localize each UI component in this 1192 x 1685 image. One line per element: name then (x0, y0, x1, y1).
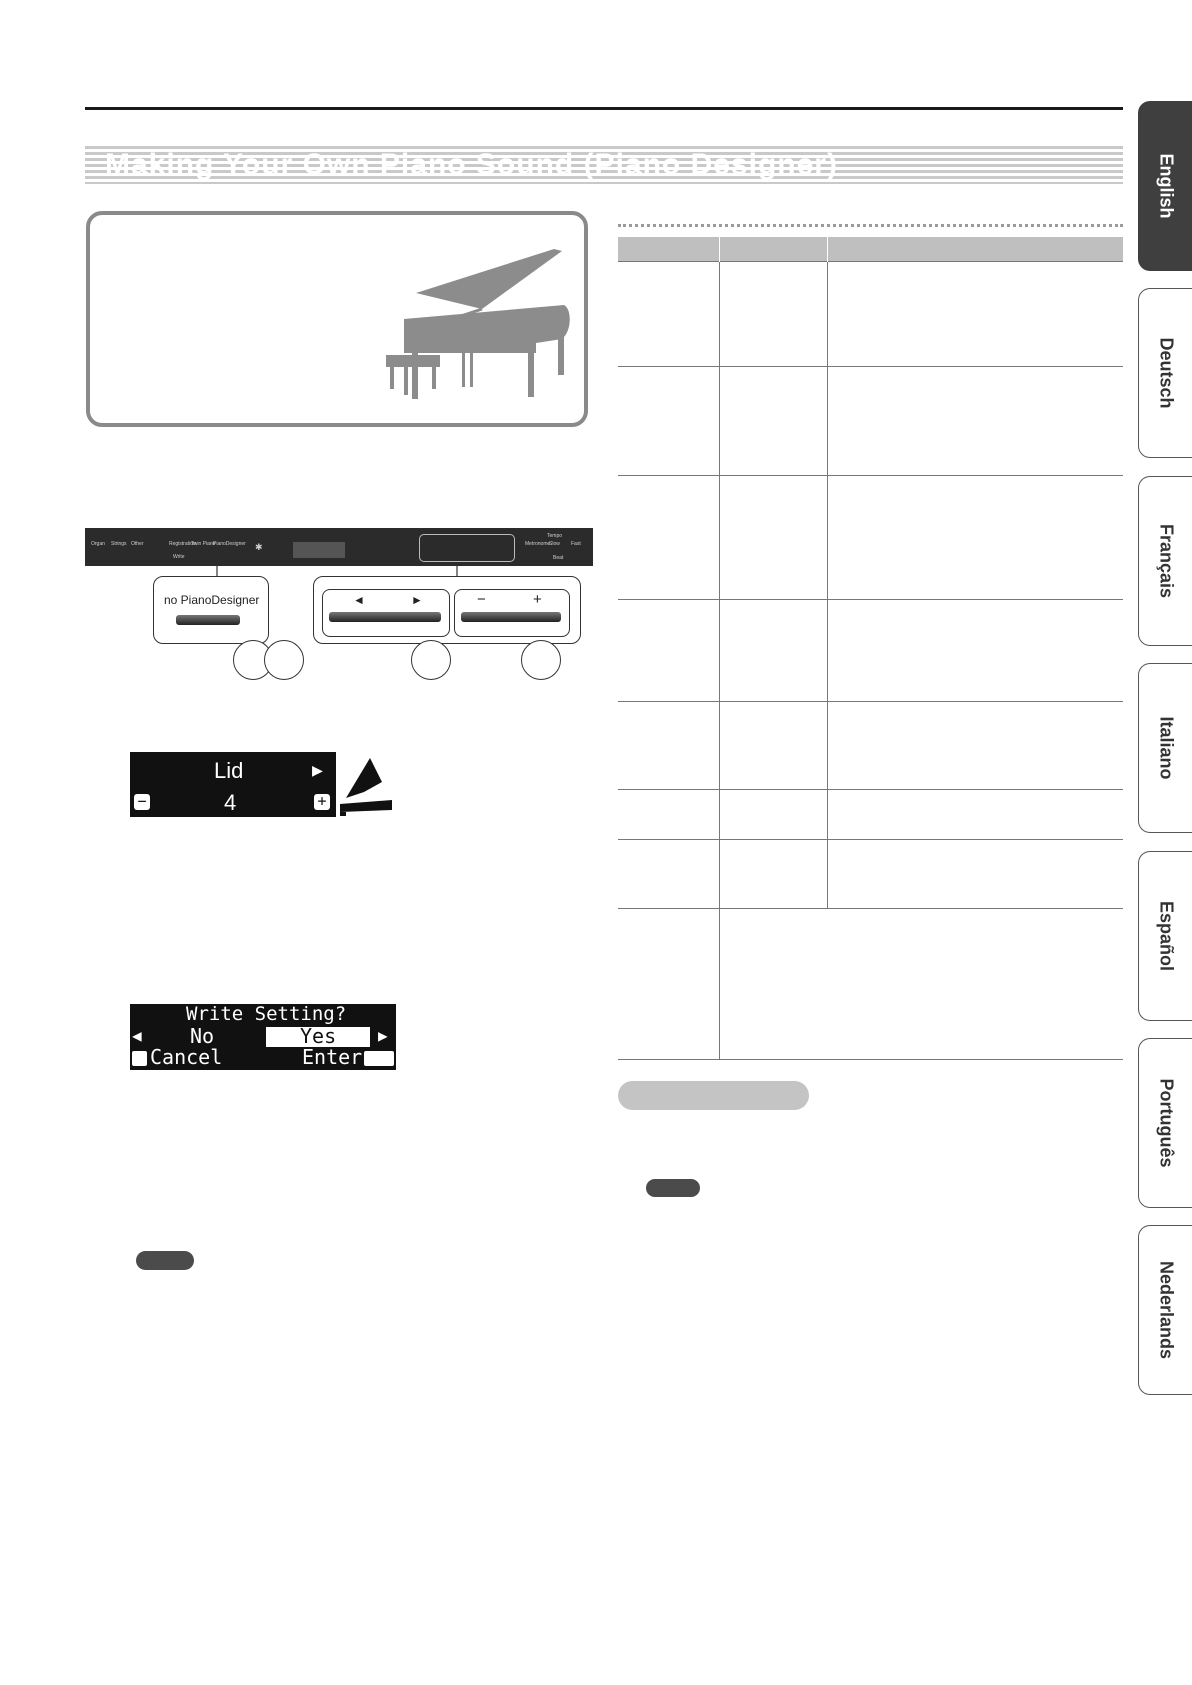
plus-icon: + (533, 591, 542, 608)
table-header-cell (828, 237, 1124, 262)
panel-display (293, 542, 345, 558)
page-title: Making Your Own Piano Sound (Piano Designer) (105, 148, 838, 181)
panel-label: Registration (169, 541, 196, 547)
tab-nederlands[interactable] (1138, 1225, 1192, 1395)
cursor-left-icon: ◄ (353, 593, 365, 607)
table-row (618, 600, 1123, 702)
bluetooth-icon: ✱ (255, 542, 263, 552)
parameter-name: Lid (214, 758, 244, 783)
panel-label: Twin Piano (191, 541, 216, 547)
table-row (618, 840, 1123, 909)
tab-label: Italiano (1156, 716, 1176, 780)
table-header-cell (720, 237, 828, 262)
tab-label: Nederlands (1156, 1260, 1176, 1360)
panel-label: Other (131, 541, 144, 547)
value-buttons (461, 612, 561, 622)
tab-english[interactable] (1138, 101, 1192, 271)
cancel-label: Cancel (150, 1045, 223, 1069)
table-header-cell (618, 237, 720, 262)
cursor-right-icon: ► (411, 593, 423, 607)
table-row (618, 909, 1123, 1060)
option-no: No (190, 1024, 215, 1048)
table-row (618, 262, 1123, 367)
panel-label: Tempo (547, 533, 563, 539)
panel-label: Metronome (525, 541, 551, 547)
next-arrow-icon: ▶ (312, 760, 323, 781)
tab-deutsch[interactable] (1138, 288, 1192, 458)
piano-designer-label: no PianoDesigner (164, 593, 260, 607)
panel-label: Beat (553, 555, 564, 561)
minus-icon: − (477, 591, 486, 608)
table-header-row (618, 237, 1123, 262)
title-band (85, 146, 1123, 184)
step-circle (264, 640, 304, 680)
tab-label: Português (1156, 1078, 1176, 1168)
right-arrow-icon: ▶ (378, 1026, 388, 1045)
option-yes: Yes (300, 1024, 337, 1048)
tab-espanol[interactable] (1138, 851, 1192, 1021)
display-lid (130, 752, 396, 817)
panel-label: Fast (571, 541, 581, 547)
cursor-button-frame (322, 589, 450, 637)
grand-piano-icon (386, 235, 576, 405)
intro-box (86, 211, 588, 427)
tab-portugues[interactable] (1138, 1038, 1192, 1208)
memo-badge (136, 1251, 194, 1270)
cursor-buttons (329, 612, 441, 622)
callout-cursor-value-buttons (313, 576, 581, 644)
display-write-setting (130, 1004, 396, 1070)
section-heading-pill (618, 1081, 809, 1110)
tab-label: English (1156, 153, 1176, 219)
value-button-frame (454, 589, 570, 637)
parameter-value: 4 (224, 790, 237, 815)
piano-lid-icon (336, 752, 396, 817)
panel-label: Slow (549, 541, 560, 547)
step-circle (411, 640, 451, 680)
callout-piano-designer (153, 576, 269, 644)
tab-label: Français (1156, 523, 1176, 599)
panel-label: Strings (111, 541, 127, 547)
panel-label: Organ (91, 541, 105, 547)
parameter-table (618, 237, 1123, 1060)
write-prompt: Write Setting? (186, 1003, 347, 1025)
tab-label: Deutsch (1156, 337, 1176, 409)
step-circle (521, 640, 561, 680)
minus-box-icon: − (134, 794, 150, 810)
piano-designer-button (176, 615, 240, 625)
panel-label: PianoDesigner (213, 541, 246, 547)
panel-label: Write (173, 554, 185, 560)
memo-badge (646, 1179, 700, 1197)
table-row (618, 476, 1123, 600)
enter-label: Enter (302, 1045, 363, 1069)
tab-italiano[interactable] (1138, 663, 1192, 833)
panel-arrow-button-group (419, 534, 515, 562)
enter-button-icon (364, 1051, 394, 1066)
tab-label: Español (1156, 900, 1176, 972)
plus-box-icon: + (314, 794, 330, 810)
left-arrow-icon: ◀ (132, 1026, 142, 1045)
cancel-button-icon (132, 1051, 147, 1066)
dotted-rule (618, 224, 1123, 227)
table-row (618, 367, 1123, 476)
table-row (618, 790, 1123, 840)
tab-francais[interactable] (1138, 476, 1192, 646)
top-rule (85, 107, 1123, 110)
table-row (618, 702, 1123, 790)
